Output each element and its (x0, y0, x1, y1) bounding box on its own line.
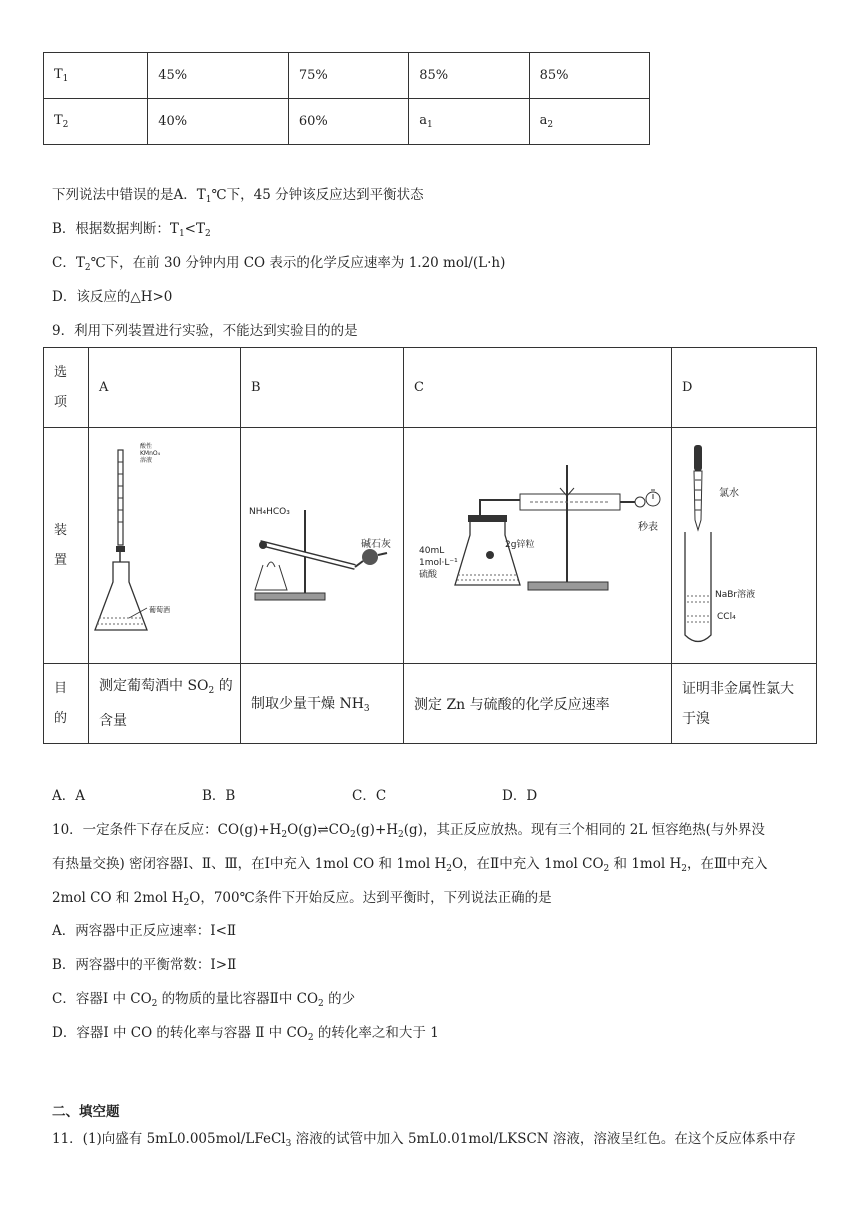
top-data-table (43, 52, 650, 145)
kmno4-label: 酸性 KMnO₄ 溶液 (140, 443, 161, 464)
q8-option-d: D．该反应的△H>0 (52, 289, 173, 305)
table-row: 目 的 测定葡萄酒中 $SO_2$ 的 含量 制取少量干燥 $NH_3$ 测定 Zn 与硫酸的化学反应速率 证明非金属性氯大 于溴 (44, 664, 817, 744)
section-title: 二、填空题 (52, 1104, 120, 1120)
q9-title: 9．利用下列装置进行实验，不能达到实验目的的是 (52, 323, 358, 339)
q8-option-c: C．$T_2℃$下，在前 30 分钟内用 CO 表示的化学反应速率为 1.20 mol/(L·h) (52, 255, 506, 273)
q10-option-c: C．容器Ⅰ 中 $CO_2$ 的物质的量比容器Ⅱ中 $CO_2$ 的少 (52, 991, 356, 1009)
purpose-d: 证明非金属性氯大 于溴 (672, 664, 817, 744)
table-row: $T_2$ 40% 60% $a_1$ $a_2$ (44, 99, 650, 145)
purpose-c: 测定 Zn 与硫酸的化学反应速率 (404, 664, 672, 744)
answer-option: C．C (352, 788, 387, 804)
column-header: D (672, 348, 817, 428)
nh4hco3-label: NH₄HCO₃ (249, 507, 290, 517)
q10-line-3: 2mol CO 和 2mol $H_2O$，700℃条件下开始反应。达到平衡时，下列说法正确的是 (52, 890, 552, 908)
table-cell: 85% (529, 53, 649, 99)
table-cell: 60% (288, 99, 408, 145)
table-row: 装 置 (44, 428, 817, 664)
table-cell: 40% (148, 99, 289, 145)
column-header: A (89, 348, 241, 428)
table-cell: 85% (409, 53, 529, 99)
stopwatch-icon (643, 488, 663, 508)
column-header: C (404, 348, 672, 428)
answer-option: B．B (202, 788, 236, 804)
gas-syringe-figure (450, 460, 660, 600)
burette-flask-figure (89, 440, 159, 646)
q10-option-a: A．两容器中正反应速率：Ⅰ<Ⅱ (52, 923, 237, 939)
table-cell: 45% (148, 53, 289, 99)
wine-label: 葡萄酒 (149, 606, 170, 614)
answer-option: A．A (52, 788, 85, 804)
column-header: B (241, 348, 404, 428)
answer-option: D．D (502, 788, 538, 804)
purpose-b: 制取少量干燥 $NH_3$ (241, 664, 404, 744)
q10-line-1: 10．一定条件下存在反应：$CO(g)+H_2O(g)\rightleftharpoons CO_2(g)+H_2(g)$，其正反应放热。现有三个相同的 2L 恒容绝热(与外界没 (52, 822, 765, 840)
q10-option-d: D．容器Ⅰ 中 CO 的转化率与容器 Ⅱ 中 $CO_2$ 的转化率之和大于 1 (52, 1025, 439, 1043)
soda-lime-label: 碱石灰 (361, 539, 391, 550)
q11-line-1: 11．(1)向盛有 5mL0.005mol/LFeCl$_3$ 溶液的试管中加入 5mL0.01mol/LKSCN 溶液，溶液呈红色。在这个反应体系中存 (52, 1131, 796, 1149)
q10-option-b: B．两容器中的平衡常数：Ⅰ>Ⅱ (52, 957, 237, 973)
q9-answer-options (52, 786, 652, 806)
acid-label: 40mL 1mol·L⁻¹ 硫酸 (419, 546, 458, 580)
q8-option-b: B．根据数据判断：$T_1<T_2$ (52, 221, 211, 239)
table-row: 选 项 A B C D (44, 348, 817, 428)
q10-line-2: 有热量交换) 密闭容器Ⅰ、Ⅱ、Ⅲ，在Ⅰ中充入 1mol CO 和 1mol $H_2O$，在Ⅱ中充入 1mol $CO_2$ 和 1mol $H_2$，在Ⅲ中充入 (52, 856, 768, 874)
heating-tube-figure (245, 505, 395, 615)
nabr-label: NaBr溶液 (715, 590, 756, 600)
table-row: $T_1$ 45% 75% 85% 85% (44, 53, 650, 99)
table-cell: $a_2$ (529, 99, 649, 145)
table-cell: $a_1$ (409, 99, 529, 145)
table-cell: 75% (288, 53, 408, 99)
chlorine-water-label: 氯水 (719, 488, 739, 499)
q8-lead: 下列说法中错误的是A．$T_1℃$下，45 分钟该反应达到平衡状态 (52, 187, 424, 205)
row-label: T (54, 67, 63, 82)
zinc-label: 2g锌粒 (505, 540, 535, 550)
ccl4-label: CCl₄ (717, 612, 736, 622)
purpose-a: 测定葡萄酒中 $SO_2$ 的 含量 (89, 664, 241, 744)
stopwatch-label: 秒表 (638, 522, 658, 533)
